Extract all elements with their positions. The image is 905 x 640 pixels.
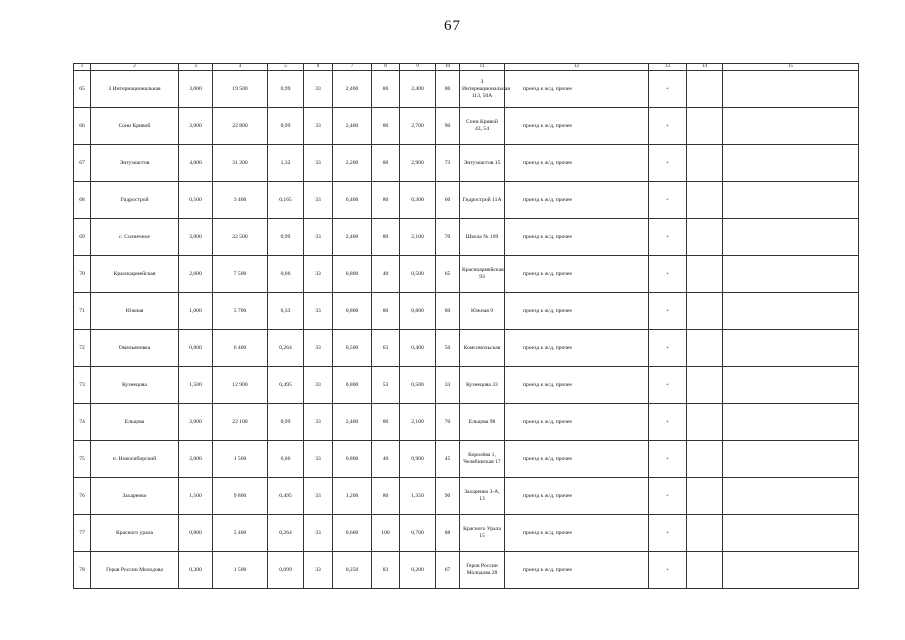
data-table <box>73 63 859 589</box>
table-cell: 65 <box>436 256 460 293</box>
table-cell: 0,800 <box>333 293 372 330</box>
table-cell: Энтузиастов 15 <box>460 145 505 182</box>
table-cell: 22 500 <box>213 219 268 256</box>
table-cell: 0,500 <box>400 367 436 404</box>
table-cell: Красного урала <box>91 515 179 552</box>
table-cell: Захаренко 3-А, 13 <box>460 478 505 515</box>
table-cell <box>687 367 723 404</box>
table-cell: 0,495 <box>268 367 304 404</box>
table-cell: 90 <box>436 478 460 515</box>
table-cell: проезд к ж/д, прочее <box>505 71 649 108</box>
table-cell <box>723 256 859 293</box>
table-row <box>74 330 859 367</box>
table-cell <box>723 441 859 478</box>
table-cell: 73 <box>436 145 460 182</box>
table-row <box>74 219 859 256</box>
table-cell: 40 <box>372 256 400 293</box>
table-cell: 33 <box>304 71 333 108</box>
table-cell: 2,000 <box>179 441 213 478</box>
table-cell: 72 <box>74 330 91 367</box>
column-header: 4 <box>213 64 268 71</box>
table-cell: 5 700 <box>213 293 268 330</box>
table-cell: 0,800 <box>179 515 213 552</box>
table-cell: проезд к ж/д, прочее <box>505 219 649 256</box>
table-cell: Южная 9 <box>460 293 505 330</box>
table-cell: + <box>649 404 687 441</box>
table-row <box>74 108 859 145</box>
table-cell: 45 <box>436 441 460 478</box>
table-cell: проезд к ж/д, прочее <box>505 330 649 367</box>
table-cell <box>687 219 723 256</box>
table-cell: 9 800 <box>213 478 268 515</box>
table-cell: 0,800 <box>333 367 372 404</box>
table-cell: Героя России Молодова 28 <box>460 552 505 589</box>
table-cell: Захаренко <box>91 478 179 515</box>
table-cell: 2,400 <box>400 71 436 108</box>
table-cell: 33 <box>304 404 333 441</box>
table-cell: 0,800 <box>179 330 213 367</box>
table-row <box>74 552 859 589</box>
table-cell: 33 <box>304 219 333 256</box>
table-cell: проезд к ж/д, прочее <box>505 293 649 330</box>
table-cell: 31 200 <box>213 145 268 182</box>
table-cell: п. Новосибирский <box>91 441 179 478</box>
table-cell: 83 <box>372 552 400 589</box>
table-cell: 1 500 <box>213 552 268 589</box>
table-cell: 1,500 <box>179 367 213 404</box>
table-cell: 7 500 <box>213 256 268 293</box>
column-header: 2 <box>91 64 179 71</box>
table-cell: 33 <box>304 145 333 182</box>
table-cell: 50 <box>436 330 460 367</box>
table-cell <box>723 330 859 367</box>
table-cell: Кузнецова <box>91 367 179 404</box>
table-cell: Сони Кривой <box>91 108 179 145</box>
table-cell: 22 100 <box>213 404 268 441</box>
table-cell: Комсомольская <box>460 330 505 367</box>
table-cell: 0,800 <box>400 293 436 330</box>
table-cell <box>687 441 723 478</box>
page-number: 67 <box>444 18 461 34</box>
table-cell: 80 <box>372 478 400 515</box>
table-cell: 22 800 <box>213 108 268 145</box>
table-cell: + <box>649 367 687 404</box>
column-header: 14 <box>687 64 723 71</box>
table-cell: 73 <box>74 367 91 404</box>
table-cell: 2,400 <box>333 404 372 441</box>
table-cell: 5 400 <box>213 515 268 552</box>
table-cell: 3,000 <box>179 219 213 256</box>
table-cell: 80 <box>372 293 400 330</box>
table-cell: 2,400 <box>333 108 372 145</box>
table-cell: 0,250 <box>333 552 372 589</box>
table-cell: З Интернациональная <box>91 71 179 108</box>
table-cell: 33 <box>304 256 333 293</box>
table-cell <box>723 145 859 182</box>
table-cell: Гидрострой <box>91 182 179 219</box>
table-cell: Южная <box>91 293 179 330</box>
column-header: 9 <box>400 64 436 71</box>
table-cell <box>687 404 723 441</box>
column-header: 3 <box>179 64 213 71</box>
table-cell <box>723 515 859 552</box>
table-cell: 0,66 <box>268 441 304 478</box>
table-row <box>74 71 859 108</box>
table-cell: + <box>649 256 687 293</box>
table-cell: Героя России Молодова <box>91 552 179 589</box>
table-cell: 33 <box>304 108 333 145</box>
table-cell: проезд к ж/д, прочее <box>505 441 649 478</box>
table-row <box>74 404 859 441</box>
table-cell: 0,33 <box>268 293 304 330</box>
table-cell: 1,32 <box>268 145 304 182</box>
table-cell: Гидрострой 11А <box>460 182 505 219</box>
table-cell: 90 <box>436 108 460 145</box>
table-cell: 78 <box>74 552 91 589</box>
table-cell: 0,300 <box>400 182 436 219</box>
table-row <box>74 441 859 478</box>
table-cell: 60 <box>436 182 460 219</box>
table-cell: Энтузиастов <box>91 145 179 182</box>
table-cell <box>723 71 859 108</box>
table-cell: 2,600 <box>179 256 213 293</box>
table-cell: 80 <box>372 404 400 441</box>
table-cell: 0,99 <box>268 71 304 108</box>
table-cell: 33 <box>304 293 333 330</box>
table-cell <box>723 404 859 441</box>
table-cell <box>723 293 859 330</box>
table-cell: + <box>649 182 687 219</box>
table-cell: 2,100 <box>400 404 436 441</box>
table-cell: + <box>649 515 687 552</box>
table-cell: 71 <box>74 293 91 330</box>
table-cell: 80 <box>372 108 400 145</box>
table-cell: 0,495 <box>268 478 304 515</box>
table-cell: 80 <box>436 293 460 330</box>
table-cell: 2,100 <box>400 219 436 256</box>
table-cell: проезд к ж/д, прочее <box>505 256 649 293</box>
table-cell: 40 <box>372 441 400 478</box>
table-cell: с. Солнечное <box>91 219 179 256</box>
table-cell: 0,500 <box>179 182 213 219</box>
table-cell: 33 <box>304 552 333 589</box>
table-cell <box>687 515 723 552</box>
table-cell: + <box>649 330 687 367</box>
table-cell: 0,400 <box>400 330 436 367</box>
table-cell <box>687 552 723 589</box>
table-cell: 1,350 <box>400 478 436 515</box>
table-cell: 69 <box>74 219 91 256</box>
table-cell <box>687 145 723 182</box>
table-cell: 33 <box>304 478 333 515</box>
column-header: 1 <box>74 64 91 71</box>
table-cell: 0,700 <box>400 515 436 552</box>
table-cell: 33 <box>304 330 333 367</box>
table-cell: проезд к ж/д, прочее <box>505 182 649 219</box>
table-cell: 0,500 <box>400 256 436 293</box>
table-cell: 76 <box>74 478 91 515</box>
table-cell: Кузнецова 33 <box>460 367 505 404</box>
table-cell: 33 <box>436 367 460 404</box>
table-cell: 0,200 <box>400 552 436 589</box>
table-cell: 80 <box>436 71 460 108</box>
table-cell: проезд к ж/д, прочее <box>505 515 649 552</box>
table-cell <box>687 108 723 145</box>
table-cell: Сони Кривой 43, 54 <box>460 108 505 145</box>
table-cell: проезд к ж/д, прочее <box>505 404 649 441</box>
table-cell: 1,200 <box>333 478 372 515</box>
column-header: 6 <box>304 64 333 71</box>
table-cell: 80 <box>372 71 400 108</box>
table-row <box>74 145 859 182</box>
table-cell: 0,400 <box>333 182 372 219</box>
table-cell: 66 <box>74 108 91 145</box>
table-cell <box>723 552 859 589</box>
table-cell: 2,400 <box>333 71 372 108</box>
table-cell: 1 560 <box>213 441 268 478</box>
table-cell: Ельцова <box>91 404 179 441</box>
table-row <box>74 515 859 552</box>
table-cell: З Интернациональная 113, 50А <box>460 71 505 108</box>
table-cell: + <box>649 145 687 182</box>
table-cell: 3,000 <box>179 71 213 108</box>
table-cell: 0,264 <box>268 330 304 367</box>
table-cell: 0,600 <box>333 515 372 552</box>
column-header: 11 <box>460 64 505 71</box>
table-cell: проезд к ж/д, прочее <box>505 552 649 589</box>
table-cell: 3,000 <box>179 108 213 145</box>
table-cell: Красноармейская <box>91 256 179 293</box>
table-cell <box>687 256 723 293</box>
table-cell: 3,000 <box>179 404 213 441</box>
table-cell: проезд к ж/д, прочее <box>505 108 649 145</box>
table-cell: 80 <box>372 219 400 256</box>
table-cell: 0,800 <box>333 256 372 293</box>
table-cell: Красного Урала 15 <box>460 515 505 552</box>
table-cell: 80 <box>372 145 400 182</box>
table-cell: 2,400 <box>333 219 372 256</box>
table-cell: 53 <box>372 367 400 404</box>
table-cell: 70 <box>436 219 460 256</box>
table-cell: 0,264 <box>268 515 304 552</box>
table-cell: + <box>649 441 687 478</box>
table-cell: 63 <box>372 330 400 367</box>
table-row <box>74 256 859 293</box>
table-cell <box>687 330 723 367</box>
table-cell: 0,300 <box>179 552 213 589</box>
table-cell: 3 400 <box>213 182 268 219</box>
table-cell: 88 <box>436 515 460 552</box>
table-cell: + <box>649 552 687 589</box>
table-cell <box>687 293 723 330</box>
table-cell <box>723 182 859 219</box>
table-row <box>74 293 859 330</box>
table-cell <box>723 478 859 515</box>
column-header: 13 <box>649 64 687 71</box>
table-cell: + <box>649 71 687 108</box>
table-cell: Школа № 109 <box>460 219 505 256</box>
column-header: 15 <box>723 64 859 71</box>
table-header-row <box>74 64 859 71</box>
table-cell: 2,700 <box>400 108 436 145</box>
table-cell: 0,99 <box>268 108 304 145</box>
table-cell <box>687 71 723 108</box>
table-cell <box>687 478 723 515</box>
table-cell: 33 <box>304 367 333 404</box>
table-cell: 77 <box>74 515 91 552</box>
table-cell: 67 <box>74 145 91 182</box>
table-cell: 12 900 <box>213 367 268 404</box>
table-cell: 0,99 <box>268 219 304 256</box>
table-cell: проезд к ж/д, прочее <box>505 367 649 404</box>
table-cell: Омельяновка <box>91 330 179 367</box>
table-cell: 0,500 <box>333 330 372 367</box>
table-cell <box>687 182 723 219</box>
table-cell: 19 500 <box>213 71 268 108</box>
table-cell: Королёва 1, Челябинская 17 <box>460 441 505 478</box>
table-cell: 67 <box>436 552 460 589</box>
table-cell: 68 <box>74 182 91 219</box>
column-header: 12 <box>505 64 649 71</box>
table-cell: проезд к ж/д, прочее <box>505 478 649 515</box>
column-header: 8 <box>372 64 400 71</box>
table-row <box>74 367 859 404</box>
table-cell: Ельцова 98 <box>460 404 505 441</box>
table-cell: 74 <box>74 404 91 441</box>
table-cell <box>723 219 859 256</box>
table-cell: 6 400 <box>213 330 268 367</box>
column-header: 10 <box>436 64 460 71</box>
table-cell: 80 <box>372 182 400 219</box>
column-header: 5 <box>268 64 304 71</box>
table-cell: 70 <box>74 256 91 293</box>
table-cell: 100 <box>372 515 400 552</box>
table-cell: 33 <box>304 441 333 478</box>
table-cell: 4,000 <box>179 145 213 182</box>
table-cell: 1,000 <box>179 293 213 330</box>
table-cell: 0,165 <box>268 182 304 219</box>
table-cell: 65 <box>74 71 91 108</box>
table-cell <box>723 367 859 404</box>
table-cell: 2,900 <box>400 145 436 182</box>
table-cell: 70 <box>436 404 460 441</box>
table-cell: 33 <box>304 182 333 219</box>
table-cell: 0,900 <box>400 441 436 478</box>
table-row <box>74 478 859 515</box>
table-cell: 2,200 <box>333 145 372 182</box>
table-cell: + <box>649 293 687 330</box>
table-cell: + <box>649 219 687 256</box>
table-cell <box>723 108 859 145</box>
table-cell: Красноармейская 93 <box>460 256 505 293</box>
table-cell: 0,099 <box>268 552 304 589</box>
table-row <box>74 182 859 219</box>
table-cell: 1,500 <box>179 478 213 515</box>
column-header: 7 <box>333 64 372 71</box>
table-cell: 75 <box>74 441 91 478</box>
table-cell: 0,99 <box>268 404 304 441</box>
table-cell: 0,66 <box>268 256 304 293</box>
table-cell: проезд к ж/д, прочее <box>505 145 649 182</box>
table-cell: + <box>649 478 687 515</box>
table-cell: 0,800 <box>333 441 372 478</box>
table-cell: + <box>649 108 687 145</box>
table-cell: 33 <box>304 515 333 552</box>
